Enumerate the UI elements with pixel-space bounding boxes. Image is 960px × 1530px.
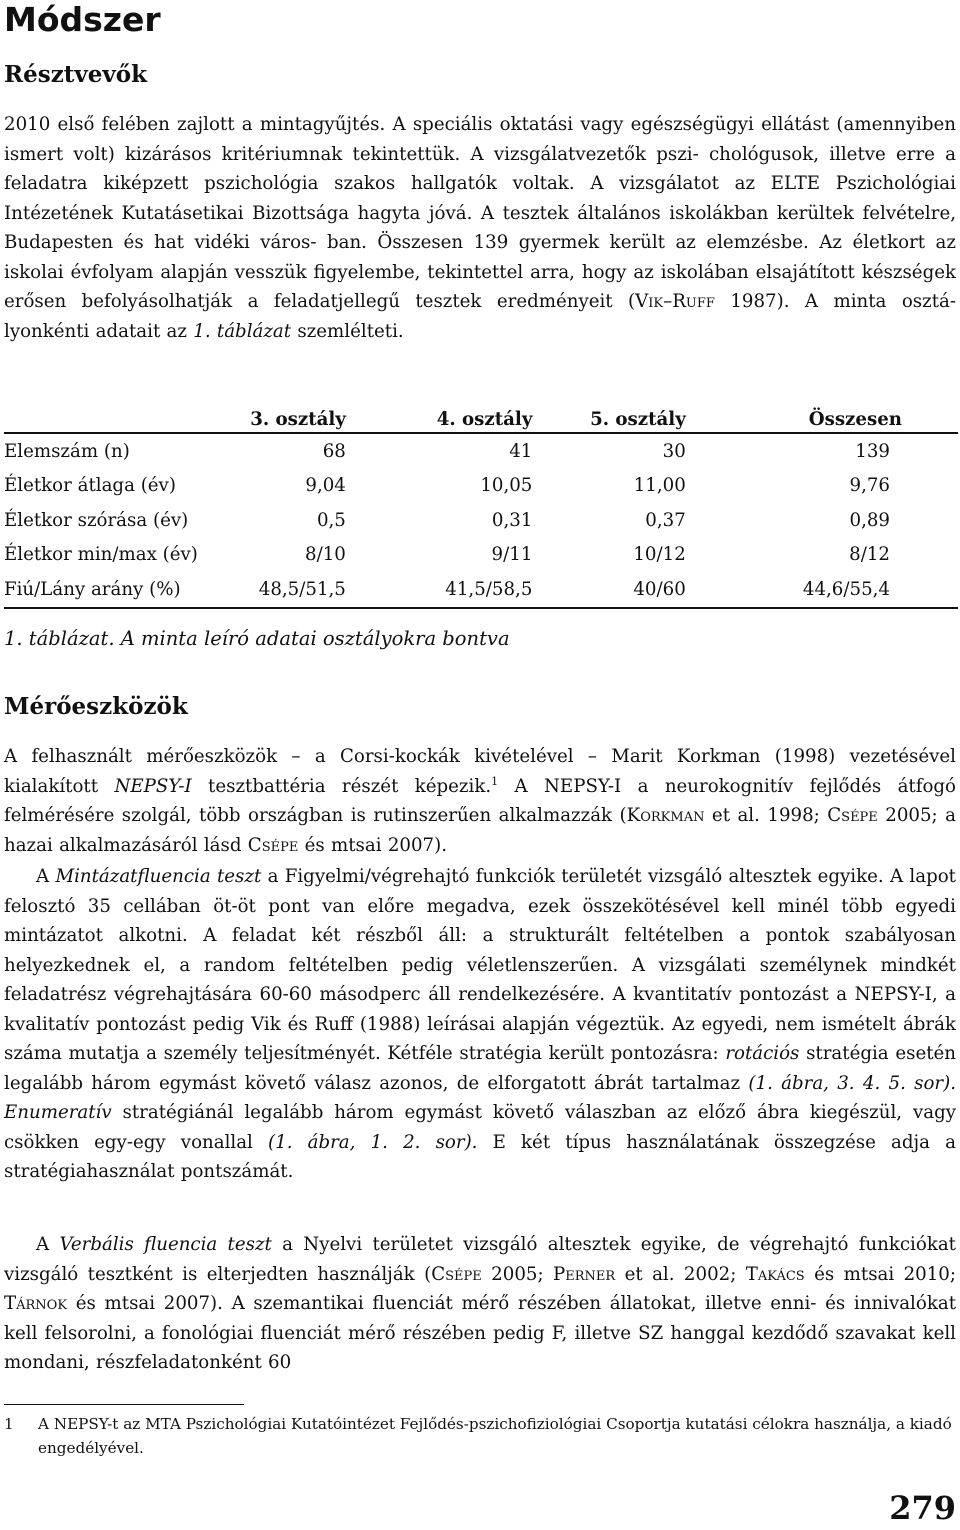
subsection-title-participants: Résztvevők xyxy=(4,61,148,88)
table-cell: 8/12 xyxy=(849,544,890,566)
table-header-row xyxy=(4,400,958,433)
table-header-cell: 5. osztály xyxy=(532,400,693,433)
footnote-number: 1 xyxy=(4,1415,14,1433)
sample-table xyxy=(4,400,958,609)
table-cell: 10/12 xyxy=(633,544,686,566)
footnote-rule xyxy=(4,1404,244,1405)
table-cell: Életkor min/max (év) xyxy=(4,544,198,566)
table-cell: 0,31 xyxy=(491,509,533,531)
table-cell: 41,5/58,5 xyxy=(368,572,533,608)
table-cell: 9,76 xyxy=(849,475,890,497)
table-header-cell xyxy=(4,400,231,433)
table-header-cell: Összesen xyxy=(694,400,958,433)
paragraph-nepsy: A felhasznált mérőeszközök – a Corsi-kockák kivételével – Marit Korkman (1998) vezetésével kialakított NEPSY-I tesztbattéria részét képezik.$^1$ A NEPSY-I a neurokognitív fejlődés átfogó felmérésére szolgál, több országban is rutinszerűen alkalmazzák (Korkman et al. 1998; Csépe 2005; a hazai alkalmazásáról lásd Csépe és mtsai 2007). xyxy=(4,746,956,856)
table-cell: 10,05 xyxy=(480,475,533,497)
table-cell: Elemszám (n) xyxy=(4,440,130,462)
table-reference: 1. táblázat xyxy=(193,320,292,342)
table-cell: 11,00 xyxy=(633,475,686,497)
table-cell: 139 xyxy=(855,440,890,462)
table-cell: 68 xyxy=(322,440,346,462)
table-row xyxy=(4,469,958,504)
citation: Vik–Ruff xyxy=(635,291,715,312)
table-cell: Életkor átlaga (év) xyxy=(4,475,176,497)
table-row xyxy=(4,538,958,573)
section-heading: Módszer xyxy=(4,0,161,39)
table-caption: 1. táblázat. A minta leíró adatai osztályokra bontva xyxy=(4,627,510,650)
table-cell: 0,5 xyxy=(316,509,346,531)
table-header-cell: 4. osztály xyxy=(368,400,533,433)
table-header-cell: 3. osztály xyxy=(231,400,368,433)
table-cell: 0,89 xyxy=(849,509,890,531)
paragraph-verbal-fluency: A Verbális fluencia teszt a Nyelvi területet vizsgáló altesztek egyike, de végrehajtó funkciókat vizsgáló tesztként is elterjedten használják (Csépe 2005; Perner et al. 2002; Takács és mtsai 2010; Tárnok és mtsai 2007). A szemantikai fluenciát mérő részében állatokat, illetve enni- és innivalókat kell felsorolni, a fonológiai fluenciát mérő részében pedig F, illetve SZ hanggal kezdődő szavakat kell mondani, részfeladatonként 60 xyxy=(4,1234,957,1373)
table-cell: 30 xyxy=(662,440,686,462)
table-cell: 0,37 xyxy=(645,509,686,531)
table-cell: 41 xyxy=(509,440,533,462)
paragraph-design-fluency: A Mintázatfluencia teszt a Figyelmi/végrehajtó funkciók területét vizsgáló altesztek egyike. A lapot felosztó 35 cellában öt-öt pont van előre megadva, ezek összekötésével kell minél több egyedi mintázatot alkotni. A feladat két részből áll: a strukturált feltételben a pontok szabályosan helyezkednek el, a random feltételben pedig véletlenszerűen. A vizsgálati személynek mindkét feladatrész végrehajtására 60-60 másodperc áll rendelkezésére. A kvantitatív pontozást a NEPSY-I, a kvalitatív pontozást pedig Vik és Ruff (1988) leírásai alapján végeztük. Az egyedi, nem ismételt ábrák száma mutatja a személy teljesítményét. Kétféle stratégia került pontozásra: rotációs stratégia esetén legalább három egymást követő válasz azonos, de elforgatott ábrát tartalmaz (1. ábra, 3. 4. 5. sor). Enumeratív stratégiánál legalább három egymást követő válaszban az előző ábra kiegészül, vagy csökken egy-egy vonallal (1. ábra, 1. 2. sor). E két típus használatának összegzése adja a stratégiahasználat pontszámát. xyxy=(4,866,957,1182)
table-row xyxy=(4,433,958,469)
table-cell: 8/10 xyxy=(305,544,346,566)
table-cell: 40/60 xyxy=(532,572,693,608)
footnote-marker: 1 xyxy=(491,774,499,788)
table-row xyxy=(4,572,958,608)
table-cell: 9,04 xyxy=(305,475,346,497)
table-cell: Életkor szórása (év) xyxy=(4,509,189,531)
table-cell: Fiú/Lány arány (%) xyxy=(4,572,231,608)
table-row xyxy=(4,503,958,538)
page-number: 279 xyxy=(889,1489,956,1527)
table-cell: 9/11 xyxy=(491,544,533,566)
footnote-text: A NEPSY-t az MTA Pszichológiai Kutatóintézet Fejlődés-pszichofiziológiai Csoportja kutatási célokra használja, a kiadó engedélyével. xyxy=(38,1415,952,1457)
table-cell: 44,6/55,4 xyxy=(694,572,958,608)
table-cell: 48,5/51,5 xyxy=(231,572,368,608)
subsection-title-instruments: Mérőeszközök xyxy=(4,693,188,720)
paragraph-participants: 2010 első felében zajlott a mintagyűjtés. A speciális oktatási vagy egészségügyi ellátást (amennyiben ismert volt) kizárásos kritériumnak tekintettük. A vizsgálatvezetők pszi- chológusok, illetve erre a feladatra kiképzett pszichológia szakos hallgatók voltak. A vizsgálatot az ELTE Pszichológiai Intézetének Kutatásetikai Bizottsága hagyta jóvá. A tesztek általános iskolákban kerültek felvételre, Budapesten és hat vidéki város- ban. Összesen 139 gyermek került az elemzésbe. Az életkort az iskolai évfolyam alapján vesszük figyelembe, tekintettel arra, hogy az iskolában elsajátított készségek erősen befolyásolhatják a feladatjellegű tesztek eredményeit (Vik–Ruff 1987). A minta osztá- lyonkénti adatait az 1. táblázat szemlélteti. xyxy=(4,114,956,342)
